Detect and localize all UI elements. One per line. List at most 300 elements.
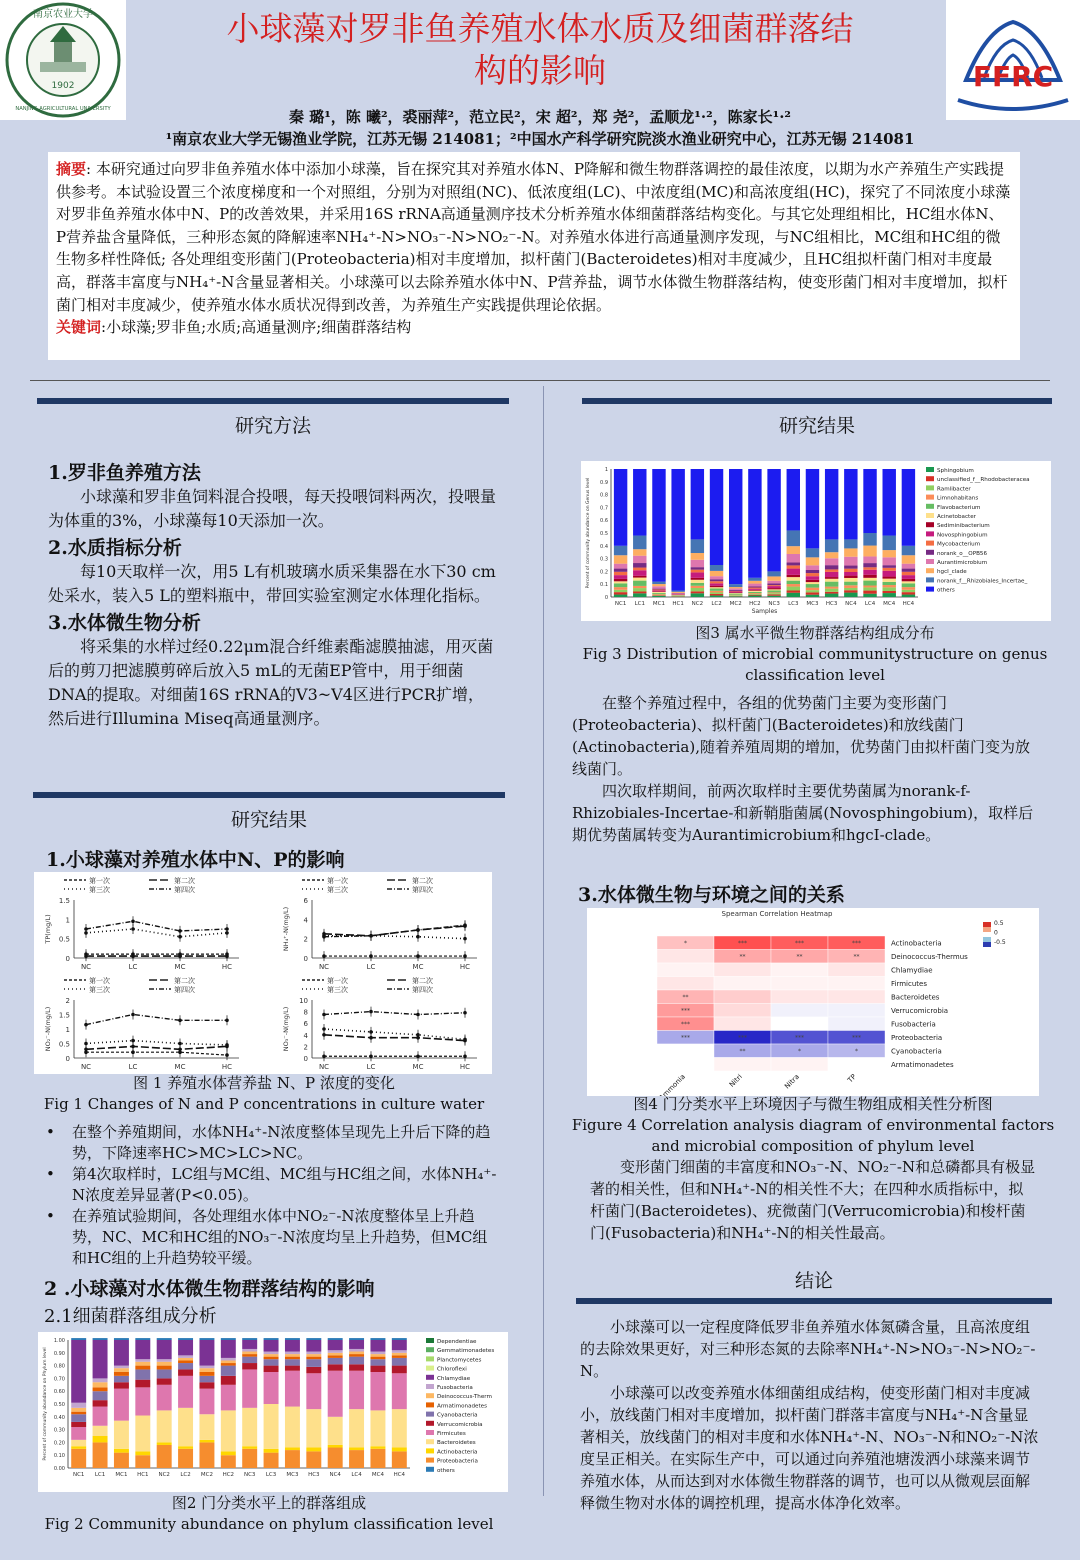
- fig2svg-bar-segment: [264, 1340, 279, 1352]
- fig3svg-bar-segment: [787, 581, 800, 584]
- fig3svg-bar-segment: [806, 582, 819, 584]
- fig4-col-label: TP: [846, 1072, 858, 1085]
- fig2svg-bar-segment: [349, 1354, 364, 1357]
- fig3svg-bar-segment: [691, 591, 704, 593]
- fig3svg-x-tick: HC3: [825, 601, 838, 607]
- fig3svg-bar-segment: [883, 557, 896, 565]
- fig1-series-line: [86, 1052, 227, 1055]
- fig3svg-y-tick: 0: [604, 595, 608, 601]
- fig2svg-bar-segment: [114, 1389, 129, 1421]
- results-right-text-2: 变形菌门细菌的丰富度和NO₃⁻-N、NO₂⁻-N和总磷都具有极显著的相关性，但和NH₄⁺-N的相关性不大；在四种水质指标中，拟杆菌门(Bacteroidetes)、疣微菌门(Verrucomicrobia)和梭杆菌门(Fusobacteria)和NH₄⁺-N的相关性最高。: [590, 1158, 1036, 1242]
- fig3svg-y-tick: 0.7: [600, 505, 608, 512]
- fig2svg-bar-segment: [135, 1416, 150, 1452]
- fig3svg-bar-segment: [787, 587, 800, 591]
- results-right-text-1: 在整个养殖过程中，各组的优势菌门主要为变形菌门(Proteobacteria)、拟杆菌门(Bacteroidetes)和放线菌门(Actinobacteria),随着养殖周期的增加，优势菌门由拟杆菌门变为放线菌门。 四次取样期间，前两次取样时主要优势菌属为norank-f-Rhizobiales-Incertae-和新鞘脂菌属(Novosphingobium)，取样后期优势菌属转变为Aurantimicrobium和hgcI-clade。: [572, 694, 1034, 844]
- fig2svg-bar-segment: [349, 1352, 364, 1355]
- fig2svg-bar-segment: [93, 1391, 108, 1400]
- fig2svg-legend-swatch: [426, 1338, 434, 1343]
- fig3svg-legend-label: Sediminibacterium: [937, 523, 990, 530]
- figure-1-caption-cn: 图 1 养殖水体营养盐 N、P 浓度的变化: [133, 1074, 395, 1092]
- fig2svg-bar-segment: [93, 1340, 108, 1378]
- fig2svg-x-tick: NC4: [329, 1472, 341, 1478]
- fig4-cell: [828, 990, 885, 1004]
- fig2svg-y-tick: 0.70: [53, 1376, 65, 1383]
- fig2svg-legend-swatch: [426, 1458, 434, 1463]
- fig3svg-bar-segment: [902, 569, 915, 572]
- fig4-cell-star: ***: [681, 1020, 690, 1028]
- fig3svg-bar-segment: [902, 581, 915, 583]
- fig4-scale-label: -0.5: [994, 939, 1006, 946]
- figure-2-chart: [38, 1332, 508, 1492]
- fig3svg-bar-segment: [883, 591, 896, 593]
- fig2svg-bar-segment: [221, 1366, 236, 1376]
- fig2svg-bar-segment: [328, 1350, 343, 1353]
- fig2svg-bar-segment: [285, 1407, 300, 1448]
- fig2svg-bar-segment: [114, 1340, 129, 1366]
- fig3svg-bar-segment: [844, 576, 857, 578]
- figure-2: [38, 1332, 508, 1492]
- result-2-1-title: 2.1细菌群落组成分析: [44, 1306, 217, 1327]
- figure-3-caption-en: Fig 3 Distribution of microbial communitystructure on genus classification level: [582, 645, 1048, 684]
- fig4-scale-swatch: [983, 932, 991, 937]
- fig3svg-bar-segment: [787, 577, 800, 581]
- fig1-y-tick: 0: [65, 1055, 70, 1063]
- fig2svg-bar-segment: [306, 1451, 321, 1468]
- fig2svg-bar-segment: [114, 1382, 129, 1388]
- fig4-cell-star: ***: [852, 939, 861, 947]
- fig3svg-bar-segment: [710, 571, 723, 576]
- fig2svg-bar-segment: [71, 1403, 86, 1408]
- fig2svg-legend-label: Armatimonadetes: [437, 1403, 488, 1410]
- fig3svg-bar-segment: [633, 536, 646, 550]
- fig2svg-bar-segment: [264, 1404, 279, 1449]
- fig2svg-bar-segment: [285, 1352, 300, 1355]
- fig3svg-bar-segment: [729, 594, 742, 595]
- fig2svg-bar-segment: [178, 1369, 193, 1375]
- fig1-y-tick: 8: [303, 1008, 308, 1017]
- fig2svg-legend-swatch: [426, 1347, 434, 1352]
- fig3svg-bar-segment: [633, 469, 646, 536]
- fig2svg-bar-segment: [306, 1340, 321, 1352]
- fig3svg-bar-segment: [614, 572, 627, 575]
- fig2svg-bar-segment: [242, 1357, 257, 1363]
- figure-2-caption-en: Fig 2 Community abundance on phylum classification level: [44, 1515, 494, 1533]
- fig2svg-bar-segment: [157, 1362, 172, 1366]
- fig2svg-bar-segment: [370, 1354, 385, 1357]
- fig3svg-bar-segment: [614, 469, 627, 546]
- fig2svg-bar-segment: [242, 1354, 257, 1357]
- fig2svg-bar-segment: [328, 1371, 343, 1417]
- fig3svg-legend-label: Sphingobium: [937, 468, 974, 474]
- fig2svg-bar-segment: [306, 1354, 321, 1357]
- nau-seal-icon: [0, 0, 126, 120]
- fig2svg-bar-segment: [306, 1409, 321, 1447]
- fig2svg-bar-segment: [199, 1442, 214, 1468]
- fig3svg-bar-segment: [844, 539, 857, 548]
- fig2svg-bar-segment: [199, 1338, 214, 1340]
- nau-logo: [0, 0, 126, 120]
- fig2svg-bar-segment: [285, 1354, 300, 1357]
- fig4-row-label: Fusobacteria: [891, 1020, 936, 1029]
- fig2svg-bar-segment: [306, 1359, 321, 1367]
- fig2svg-bar-segment: [370, 1372, 385, 1410]
- fig2svg-bar-segment: [349, 1338, 364, 1340]
- fig2svg-bar-segment: [349, 1450, 364, 1468]
- fig3svg-bar-segment: [652, 584, 665, 586]
- figure-4: [587, 908, 1039, 1096]
- fig3svg-x-tick: NC3: [768, 601, 780, 607]
- fig3svg-legend-swatch: [926, 467, 934, 472]
- fig4-row-label: Actinobacteria: [891, 939, 942, 948]
- fig3svg-bar-segment: [787, 563, 800, 566]
- fig3svg-bar-segment: [710, 565, 723, 571]
- fig2svg-bar-segment: [349, 1349, 364, 1352]
- fig3svg-bar-segment: [806, 588, 819, 591]
- figure-1: [34, 872, 492, 1074]
- fig4-cell: [771, 1004, 828, 1018]
- fig2svg-bar-segment: [392, 1366, 407, 1374]
- fig1-legend-label: 第三次: [327, 886, 348, 894]
- conclusion-heading-text: 结论: [794, 1270, 833, 1292]
- fig3svg-bar-segment: [710, 469, 723, 565]
- fig3svg-bar-segment: [844, 572, 857, 576]
- fig3svg-bar-segment: [902, 546, 915, 555]
- fig2svg-bar-segment: [178, 1338, 193, 1340]
- fig3svg-bar-segment: [633, 586, 646, 588]
- fig3svg-bar-segment: [787, 575, 800, 577]
- fig2svg-legend-swatch: [426, 1384, 434, 1389]
- fig2svg-bar-segment: [306, 1373, 321, 1409]
- fig3svg-bar-segment: [729, 593, 742, 594]
- fig3svg-y-tick: 1: [604, 467, 608, 473]
- fig1-x-tick: HC: [221, 1063, 233, 1071]
- fig1-y-tick: 4: [303, 1031, 308, 1040]
- fig2svg-bar-segment: [264, 1359, 279, 1365]
- fig3svg-bar-segment: [710, 595, 723, 597]
- results-left-heading: [33, 792, 505, 830]
- fig2svg-bar-segment: [93, 1426, 108, 1436]
- nau-english: NANJING AGRICULTURAL UNIVERSITY: [15, 106, 111, 112]
- fig2svg-bar-segment: [221, 1358, 236, 1361]
- fig3svg-bar-segment: [825, 552, 838, 558]
- fig2svg-bar-segment: [264, 1352, 279, 1355]
- fig2svg-bar-segment: [157, 1340, 172, 1359]
- fig2svg-bar-segment: [392, 1338, 407, 1340]
- fig2svg-bar-segment: [306, 1448, 321, 1452]
- fig3svg-bar-segment: [863, 533, 876, 546]
- fig3svg-bar-segment: [633, 556, 646, 563]
- fig2svg-bar-segment: [178, 1358, 193, 1361]
- fig3svg-bar-segment: [710, 586, 723, 588]
- fig2svg-bar-segment: [135, 1362, 150, 1366]
- fig2svg-bar-segment: [328, 1338, 343, 1340]
- fig3svg-bar-segment: [729, 591, 742, 592]
- figure-3-caption-cn: 图3 属水平微生物群落结构组成分布: [695, 624, 935, 642]
- fig1-y-tick: 2: [303, 1043, 308, 1052]
- fig3svg-bar-segment: [883, 579, 896, 582]
- fig3svg-x-tick: HC1: [672, 601, 684, 607]
- fig3svg-bar-segment: [863, 578, 876, 581]
- fig3svg-bar-segment: [767, 576, 780, 580]
- fig2svg-legend-swatch: [426, 1366, 434, 1371]
- fig3svg-bar-segment: [844, 578, 857, 582]
- fig2svg-x-tick: LC3: [265, 1472, 277, 1478]
- fig4-cell: [771, 1058, 828, 1072]
- fig1-series-line: [86, 921, 227, 931]
- fig3svg-bar-segment: [691, 469, 704, 539]
- fig3svg-legend-label: unclassified_f__Rhodobacteracea: [937, 477, 1030, 484]
- fig2svg-bar-segment: [242, 1338, 257, 1340]
- fig1-y-tick: 2: [303, 935, 308, 944]
- fig3svg-legend-label: Limnohabitans: [937, 495, 979, 502]
- fig2svg-legend-label: Gemmatimonadetes: [437, 1348, 495, 1355]
- fig2svg-bar-segment: [157, 1369, 172, 1378]
- fig3svg-bar-segment: [902, 555, 915, 563]
- fig3svg-bar-segment: [652, 593, 665, 594]
- fig3svg-bar-segment: [652, 469, 665, 582]
- fig3svg-bar-segment: [614, 569, 627, 572]
- fig2svg-bar-segment: [71, 1422, 86, 1427]
- fig3svg-bar-segment: [844, 588, 857, 590]
- fig3svg-bar-segment: [748, 578, 761, 581]
- fig2svg-bar-segment: [328, 1355, 343, 1358]
- fig4-scale-swatch: [983, 937, 991, 942]
- fig2svg-bar-segment: [221, 1410, 236, 1451]
- fig3svg-legend-swatch: [926, 522, 934, 527]
- fig3svg-bar-segment: [710, 583, 723, 585]
- fig3svg-bar-segment: [748, 589, 761, 590]
- fig4-col-label: Ammonia: [657, 1072, 687, 1096]
- fig3svg-bar-segment: [614, 546, 627, 555]
- fig2svg-bar-segment: [285, 1359, 300, 1365]
- fig3svg-legend-swatch: [926, 541, 934, 546]
- fig3svg-bar-segment: [806, 548, 819, 557]
- fig3svg-bar-segment: [844, 590, 857, 592]
- fig3svg-bar-segment: [883, 469, 896, 536]
- fig3svg-bar-segment: [883, 550, 896, 557]
- fig3svg-bar-segment: [806, 592, 819, 594]
- fig2svg-bar-segment: [157, 1378, 172, 1384]
- fig2svg-bar-segment: [392, 1373, 407, 1409]
- fig2svg-bar-segment: [114, 1376, 129, 1382]
- fig3svg-bar-segment: [787, 569, 800, 575]
- fig4-row-label: Firmicutes: [891, 979, 927, 988]
- fig4-cell: [828, 1004, 885, 1018]
- fig3svg-bar-segment: [767, 583, 780, 585]
- fig3svg-bar-segment: [710, 591, 723, 593]
- fig3svg-bar-segment: [825, 558, 838, 565]
- fig1-y-tick: 1: [65, 916, 70, 925]
- fig1-legend-label: 第二次: [174, 977, 195, 985]
- fig2svg-bar-segment: [135, 1380, 150, 1388]
- fig3svg-y-tick: 0.9: [600, 479, 608, 486]
- fig4-col-label: Nitri: [727, 1072, 744, 1089]
- poster-title: [170, 8, 910, 92]
- fig3svg-bar-segment: [633, 578, 646, 581]
- fig3svg-bar-segment: [825, 569, 838, 572]
- fig2svg-bar-segment: [93, 1338, 108, 1340]
- fig3svg-bar-segment: [767, 585, 780, 586]
- fig2svg-legend-label: Deinococcus-Therm: [437, 1394, 492, 1401]
- fig3svg-y-tick: 0.1: [600, 582, 608, 589]
- fig3svg-bar-segment: [825, 469, 838, 539]
- fig3svg-bar-segment: [902, 575, 915, 579]
- fig3svg-bar-segment: [825, 577, 838, 579]
- fig3svg-bar-segment: [883, 582, 896, 585]
- fig2svg-bar-segment: [328, 1353, 343, 1356]
- fig2svg-bar-segment: [221, 1451, 236, 1455]
- abstract-text: : 本研究通过向罗非鱼养殖水体中添加小球藻，旨在探究其对养殖水体N、P降解和微生物群落调控的最佳浓度，以期为水产养殖生产实践提供参考。本试验设置三个浓度梯度和一个对照组，分别为对照组(NC)、低浓度组(LC)、中浓度组(MC)和高浓度组(HC)，探究了不同浓度小球藻对罗非鱼养殖水体中N、P的改善效果，并采用16S rRNA高通量测序技术分析养殖水体细菌群落结构变化。与其它处理组相比，HC组水体N、P营养盐含量降低，三种形态氮的降解速率NH₄⁺-N>NO₃⁻-N>NO₂⁻-N。对养殖水体进行高通量测序发现，与NC组相比，MC组和HC组的微生物多样性降低; 各处理组变形菌门(Proteobacteria)相对丰度增加，拟杆菌门(Bacteroidetes)相对丰度减少，且HC组拟杆菌门相对丰度最高，群落丰富度与NH₄⁺-N含量显著相关。小球藻可以去除养殖水体中N、P营养盐，调节水体微生物群落结构，使变形菌门相对丰度增加，拟杆菌门相对丰度减少，使养殖水体水质状况得到改善，为养殖生产实践提供理论依据。: [56, 160, 1011, 314]
- fig3svg-bar-segment: [748, 594, 761, 595]
- fig3svg-bar-segment: [883, 585, 896, 587]
- fig3svg-bar-segment: [748, 596, 761, 597]
- fig2svg-bar-segment: [285, 1371, 300, 1407]
- fig4-cell: [714, 1017, 771, 1031]
- fig3svg-bar-segment: [633, 593, 646, 597]
- fig2svg-bar-segment: [221, 1385, 236, 1411]
- fig3svg-bar-segment: [652, 596, 665, 597]
- fig4-cell: [714, 1004, 771, 1018]
- fig3svg-bar-segment: [767, 571, 780, 576]
- fig3svg-bar-segment: [652, 595, 665, 596]
- fig3svg-bar-segment: [767, 593, 780, 594]
- fig2svg-legend-label: Fusobacteria: [437, 1385, 473, 1391]
- nau-year: 1902: [51, 81, 75, 91]
- fig2svg-bar-segment: [199, 1389, 214, 1415]
- fig2svg-bar-segment: [71, 1440, 86, 1446]
- fig2svg-bar-segment: [392, 1358, 407, 1366]
- fig1-y-tick: 6: [303, 1020, 308, 1029]
- fig2svg-legend-label: Actinobacteria: [437, 1449, 478, 1456]
- fig3svg-legend-label: Mycobacterium: [937, 541, 981, 548]
- fig1-y-tick: 0: [303, 1055, 308, 1063]
- ffrc-logo: [946, 0, 1080, 120]
- fig2svg-bar-segment: [178, 1446, 193, 1449]
- fig3svg-bar-segment: [883, 568, 896, 571]
- fig1-legend-label: 第一次: [89, 977, 110, 985]
- fig2svg-bar-segment: [135, 1451, 150, 1455]
- fig4-cell-star: *: [798, 1047, 801, 1055]
- fig3svg-bar-segment: [825, 592, 838, 594]
- fig3svg-bar-segment: [691, 539, 704, 553]
- fig1-y-label: TP(mg/L): [44, 914, 52, 944]
- fig2svg-bar-segment: [93, 1378, 108, 1382]
- fig2svg-bar-segment: [221, 1363, 236, 1366]
- fig2svg-bar-segment: [114, 1366, 129, 1369]
- fig3svg-bar-segment: [652, 595, 665, 596]
- fig3svg-bar-segment: [844, 566, 857, 569]
- fig4-cell: [657, 950, 714, 964]
- fig3svg-bar-segment: [729, 469, 742, 584]
- fig4-cell: [828, 1058, 885, 1072]
- fig1-legend-label: 第四次: [412, 886, 433, 894]
- fig2svg-x-tick: NC1: [72, 1472, 85, 1478]
- fig3svg-x-tick: HC2: [749, 601, 761, 607]
- fig2svg-x-tick: MC2: [200, 1472, 213, 1478]
- method-3-title: 3.水体微生物分析: [48, 612, 201, 634]
- fig2svg-bar-segment: [135, 1369, 150, 1379]
- fig2svg-bar-segment: [370, 1359, 385, 1365]
- fig1-legend-label: 第一次: [327, 877, 348, 885]
- fig3svg-bar-segment: [767, 469, 780, 571]
- fig4-scale-swatch: [983, 922, 991, 927]
- affiliation: ¹南京农业大学无锡渔业学院，江苏无锡 214081；²中国水产科学研究院淡水渔业研究中心，江苏无锡 214081: [165, 130, 915, 148]
- fig3svg-bar-segment: [844, 548, 857, 556]
- fig2svg-bar-segment: [157, 1338, 172, 1340]
- fig2svg-bar-segment: [114, 1421, 129, 1449]
- fig1-y-tick: 1.5: [58, 897, 70, 905]
- fig3svg-bar-segment: [883, 577, 896, 579]
- figure-1-caption-en: Fig 1 Changes of N and P concentrations in culture water: [43, 1095, 485, 1113]
- fig3svg-bar-segment: [883, 571, 896, 577]
- fig3svg-bar-segment: [863, 586, 876, 588]
- fig3svg-bar-segment: [767, 592, 780, 593]
- fig3svg-bar-segment: [691, 572, 704, 577]
- fig2svg-bar-segment: [349, 1340, 364, 1349]
- fig2svg-bar-segment: [199, 1372, 214, 1376]
- fig2svg-bar-segment: [285, 1338, 300, 1340]
- figure-3-chart: [581, 461, 1051, 621]
- fig4-cell: [828, 977, 885, 991]
- fig3svg-bar-segment: [652, 590, 665, 591]
- fig3svg-bar-segment: [863, 563, 876, 567]
- fig3svg-x-tick: MC1: [652, 601, 666, 607]
- fig2svg-bar-segment: [392, 1355, 407, 1358]
- fig3svg-bar-segment: [787, 565, 800, 568]
- fig1-x-tick: HC: [221, 963, 233, 971]
- fig3svg-bar-segment: [767, 589, 780, 590]
- fig2svg-bar-segment: [71, 1446, 86, 1449]
- fig2svg-bar-segment: [135, 1340, 150, 1359]
- fig4-cell-star: ***: [795, 939, 804, 947]
- fig4-cell: [771, 977, 828, 991]
- fig1-y-tick: 0: [65, 955, 70, 963]
- fig3svg-bar-segment: [863, 587, 876, 590]
- fig4-cell: [771, 1017, 828, 1031]
- fig2svg-y-tick: 0.00: [53, 1466, 65, 1472]
- fig2svg-bar-segment: [349, 1409, 364, 1447]
- fig3svg-bar-segment: [710, 594, 723, 596]
- fig2svg-y-tick: 0.40: [53, 1414, 65, 1421]
- fig3svg-bar-segment: [614, 583, 627, 587]
- fig3svg-bar-segment: [767, 596, 780, 597]
- fig3svg-bar-segment: [806, 576, 819, 580]
- fig3svg-x-label: Samples: [751, 608, 778, 615]
- fig2svg-bar-segment: [199, 1366, 214, 1369]
- fig1-x-tick: NC: [80, 963, 92, 971]
- fig3svg-bar-segment: [806, 590, 819, 592]
- fig2svg-legend-swatch: [426, 1412, 434, 1417]
- conclusion-body: 小球藻可以一定程度降低罗非鱼养殖水体氮磷含量，且高浓度组的去除效果更好，对三种形态氮的去除率NH₄⁺-N>NO₃⁻-N>NO₂⁻-N。 小球藻可以改变养殖水体细菌组成结构，使变形菌门相对丰度减小，放线菌门相对丰度增加，拟杆菌门群落丰富度与NH₄⁺-N含量显著相关，放线菌门的相对丰度和水体NH₄⁺-N、NO₃⁻-N和NO₂⁻-N浓度呈正相关。在实际生产中，可以通过向养殖池塘泼洒小球藻来调节养殖水体，从而达到对水体微生物群落的调节，也可以从微观层面解释微生物对水体的调控机理，提高水体净化效率。: [580, 1318, 1039, 1512]
- title-line-2: 构的影响: [474, 51, 606, 90]
- fig3svg-bar-segment: [691, 567, 704, 570]
- fig4-cell-star: ***: [681, 1007, 690, 1015]
- fig3svg-bar-segment: [614, 564, 627, 569]
- fig3svg-bar-segment: [633, 549, 646, 555]
- fig2svg-bar-segment: [178, 1355, 193, 1358]
- fig2svg-bar-segment: [93, 1436, 108, 1442]
- fig1-y-label: NH₄⁺-N(mg/L): [282, 906, 290, 952]
- fig2svg-bar-segment: [328, 1340, 343, 1350]
- fig2svg-legend-label: Proteobacteria: [437, 1458, 478, 1465]
- fig2svg-bar-segment: [242, 1340, 257, 1349]
- fig3svg-bar-segment: [710, 581, 723, 583]
- fig2svg-bar-segment: [242, 1349, 257, 1352]
- fig2svg-bar-segment: [199, 1340, 214, 1366]
- fig4-cell: [828, 1017, 885, 1031]
- fig4-col-label: Nitra: [783, 1072, 801, 1091]
- fig3svg-bar-segment: [710, 592, 723, 593]
